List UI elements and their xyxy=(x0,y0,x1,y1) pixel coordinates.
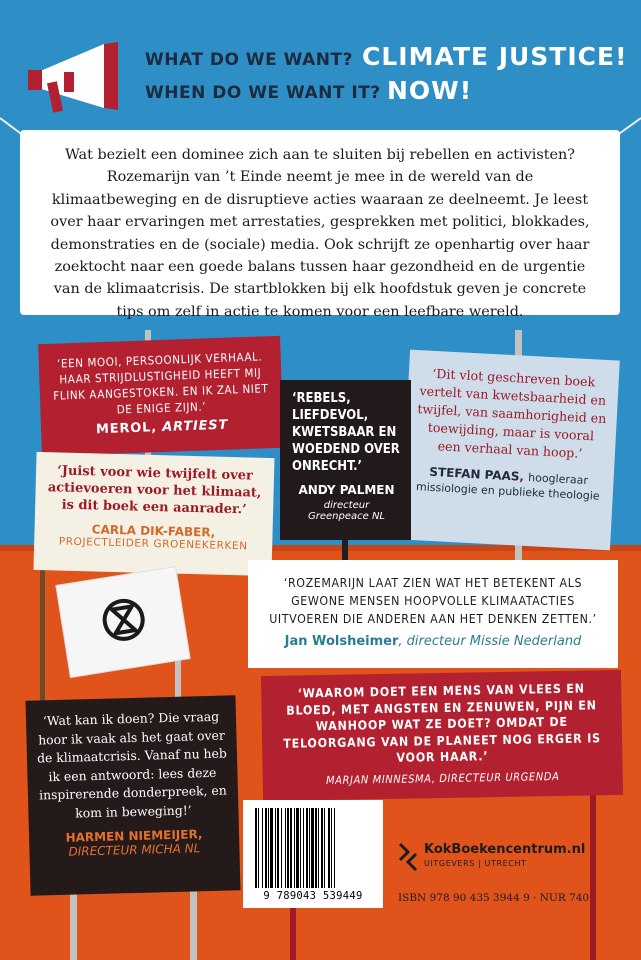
quote-author: HARMEN NIEMEIJER, xyxy=(65,827,203,845)
header-answer-2: NOW! xyxy=(387,76,473,105)
quote-role: PROJECTLEIDER GROENEKERKEN xyxy=(58,535,248,553)
publisher-subtitle: UITGEVERS | UTRECHT xyxy=(424,859,527,868)
header-question-1: WHAT DO WE WANT? xyxy=(145,50,353,70)
quote-author: Jan Wolsheimer, directeur Missie Nederland xyxy=(284,634,582,649)
quote-sign-palmen xyxy=(280,380,411,540)
quote-text: ‘Juist voor wie twijfelt over actievoeren voor het klimaat, is dit boek een aanrader.’ xyxy=(47,463,262,518)
barcode-area xyxy=(243,800,383,908)
quote-text: ‘REBELS, LIEFDEVOL, KWETSBAAR EN WOEDEND OVER ONRECHT.’ xyxy=(292,391,400,474)
sign-pole xyxy=(190,890,197,960)
quote-sign-paas xyxy=(400,350,620,551)
extinction-symbol-icon xyxy=(99,595,149,645)
extinction-rebellion-flag xyxy=(55,566,190,678)
barcode-icon xyxy=(253,808,375,888)
sign-pole xyxy=(40,560,45,710)
header-question-2: WHEN DO WE WANT IT? xyxy=(145,83,381,103)
quote-role: directeur Greenpeace NL xyxy=(307,500,385,522)
quote-author: STEFAN PAAS, hoogleraar missiologie en publieke theologie xyxy=(415,464,600,503)
quote-text: ‘EEN MOOI, PERSOONLIJK VERHAAL. HAAR STRIJDLUSTIGHEID HEEFT MIJ FLINK AANGESTOKEN. EN IK ZAL NIET DE ENIGE ZIJN.’ xyxy=(53,349,269,417)
quote-author: MEROL, ARTIEST xyxy=(95,417,229,438)
blurb-text: Wat bezielt een dominee zich aan te sluiten bij rebellen en activisten? Rozemarijn van ’t Einde neemt je mee in de wereld van de klimaatbeweging en de disruptieve acties waaraan ze deelneemt. Je leest over haar ervaringen met arrestaties, gesprekken met politici, blokkades, demonstraties en de (sociale) media. Ook schrijft ze openhartig over haar zoektocht naar een goede balans tussen haar gezondheid en de urgentie van de klimaatcrisis. De startblokken bij elk hoofdstuk geven je concrete tips om zelf in actie te komen voor een leefbare wereld. xyxy=(50,147,590,320)
quote-sign-wolsheimer xyxy=(248,560,618,668)
quote-author: ANDY PALMEN xyxy=(298,483,395,497)
quote-text: ‘WAAROM DOET EEN MENS VAN VLEES EN BLOED, MET ANGSTEN EN ZENUWEN, PIJN EN WANHOOP WAT ZE DOET? OMDAT DE TELOORGANG VAN DE PLANEET NOG ERGER IS VOOR HAAR.’ xyxy=(283,681,601,765)
quote-author: CARLA DIK-FABER, xyxy=(91,522,216,540)
publisher-logo xyxy=(398,840,618,880)
barcode-number: 9 789043 539449 xyxy=(263,890,363,902)
quote-author: MARJAN MINNESMA, DIRECTEUR URGENDA xyxy=(325,769,560,787)
quote-sign-dikfaber xyxy=(33,452,274,576)
quote-role: DIRECTEUR MICHA NL xyxy=(68,841,201,859)
quote-sign-minnesma xyxy=(261,670,623,801)
sign-pole xyxy=(70,890,77,960)
quote-sign-niemeijer xyxy=(25,695,240,895)
publisher-mark-icon xyxy=(398,842,418,872)
publisher-name: KokBoekencentrum.nl xyxy=(424,842,586,857)
quote-sign-merol xyxy=(38,336,284,456)
quote-text: ‘ROZEMARIJN LAAT ZIEN WAT HET BETEKENT ALS GEWONE MENSEN HOOPVOLLE KLIMAATACTIES UITVOEREN DIE ANDEREN AAN HET DENKEN ZETTEN.’ xyxy=(269,576,597,626)
quote-text: ‘Wat kan ik doen? Die vraag hoor ik vaak als het gaat over de klimaatcrisis. Vanaf nu heb ik een antwoord: lees deze inspirerende donderpreek, en kom in beweging!’ xyxy=(36,708,227,821)
quote-text: ‘Dit vlot geschreven boek vertelt van kwetsbaarheid en twijfel, van saamhorigheid en toewijding, maar is vooral een verhaal van hoop.’ xyxy=(417,365,607,461)
isbn-text: ISBN 978 90 435 3944 9 · NUR 740 xyxy=(398,892,590,904)
blurb-banner xyxy=(20,130,620,320)
header-answer-1: CLIMATE JUSTICE! xyxy=(362,42,628,71)
